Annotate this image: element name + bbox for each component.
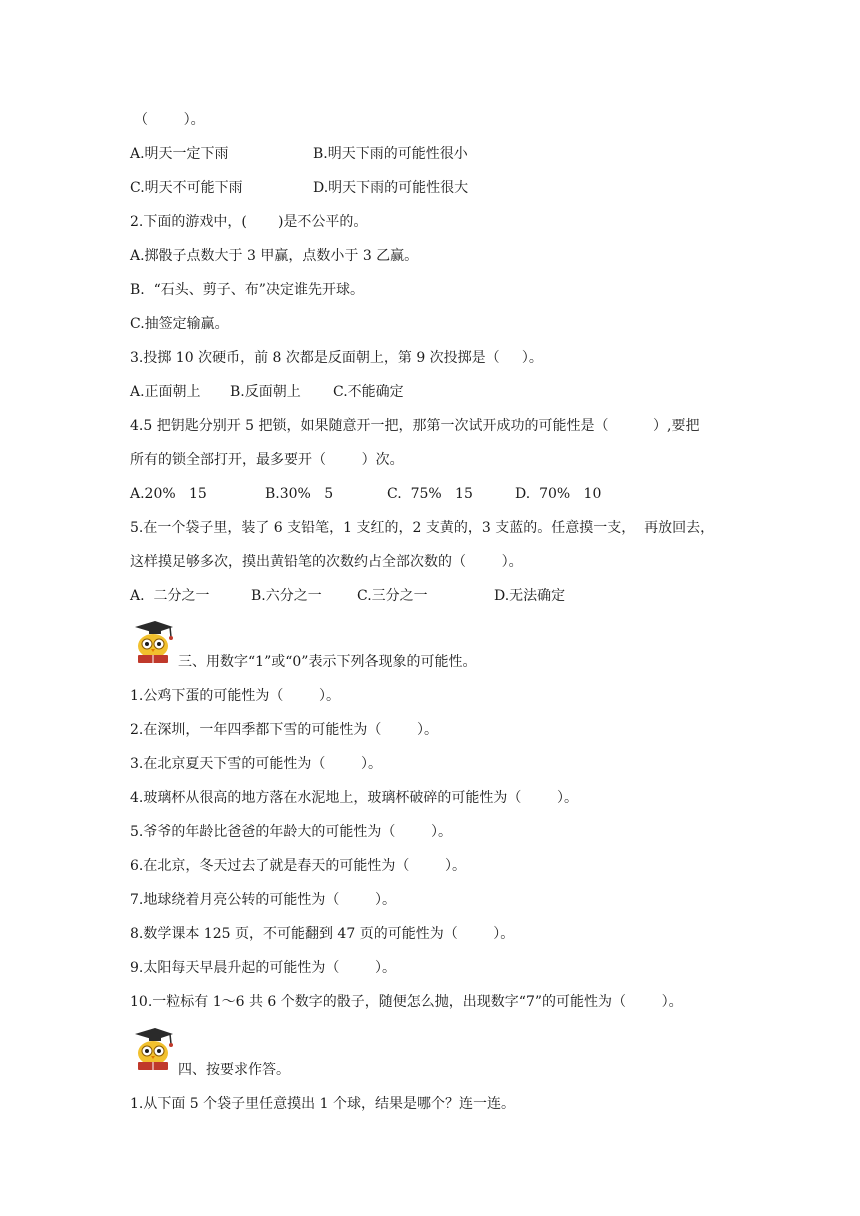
question-3-option-b: B.反面朝上 [230,384,301,400]
question-5-option-a: A. 二分之一 [130,588,210,604]
question-3-option-c: C.不能确定 [333,384,404,400]
question-4-option-b: B.30% 5 [265,486,334,502]
section-3-item-1: 1.公鸡下蛋的可能性为（ ）。 [130,688,340,704]
question-3-option-a: A.正面朝上 [130,384,201,400]
section-3-item-9: 9.太阳每天早晨升起的可能性为（ ）。 [130,960,396,976]
section-3-item-10: 10.一粒标有 1～6 共 6 个数字的骰子，随便怎么抛，出现数字“7”的可能性为（ ）。 [130,994,683,1010]
owl-scholar-icon [129,1024,177,1072]
question-2-option-b: B. “石头、剪子、布”决定谁先开球。 [130,282,364,298]
section-3-item-5: 5.爷爷的年龄比爸爸的年龄大的可能性为（ ）。 [130,824,452,840]
section-3-item-8: 8.数学课本 125 页，不可能翻到 47 页的可能性为（ ）。 [130,926,515,942]
section-4-title: 四、按要求作答。 [178,1062,290,1078]
question-1-option-d: D.明天下雨的可能性很大 [313,180,469,196]
section-3-title: 三、用数字“1”或“0”表示下列各现象的可能性。 [178,654,477,670]
section-3-item-6: 6.在北京，冬天过去了就是春天的可能性为（ ）。 [130,858,466,874]
section-3-item-3: 3.在北京夏天下雪的可能性为（ ）。 [130,756,382,772]
question-2-option-a: A.掷骰子点数大于 3 甲赢，点数小于 3 乙赢。 [130,248,419,264]
owl-scholar-icon [129,617,177,665]
question-1-option-a: A.明天一定下雨 [130,146,229,162]
question-5-option-d: D.无法确定 [494,588,566,604]
question-1-option-b: B.明天下雨的可能性很小 [313,146,468,162]
section-4-item-1: 1.从下面 5 个袋子里任意摸出 1 个球，结果是哪个？连一连。 [130,1096,515,1112]
question-2-option-c: C.抽签定输赢。 [130,316,229,332]
section-3-item-7: 7.地球绕着月亮公转的可能性为（ ）。 [130,892,396,908]
question-5-stem-line-2: 这样摸足够多次，摸出黄铅笔的次数约占全部次数的（ ）。 [130,554,523,570]
question-1-stem-end: （ ）。 [134,112,205,128]
question-3-stem: 3.投掷 10 次硬币，前 8 次都是反面朝上，第 9 次投掷是（ ）。 [130,350,543,366]
question-5-option-c: C.三分之一 [357,588,428,604]
question-4-stem-line-1: 4.5 把钥匙分别开 5 把锁，如果随意开一把，那第一次试开成功的可能性是（ ）,要把 [130,418,700,434]
question-4-option-c: C. 75% 15 [387,486,473,502]
question-5-stem-line-1: 5.在一个袋子里，装了 6 支铅笔，1 支红的，2 支黄的，3 支蓝的。任意摸一支， 再放回去， [130,520,715,536]
question-4-option-a: A.20% 15 [130,486,207,502]
section-3-item-2: 2.在深圳，一年四季都下雪的可能性为（ ）。 [130,722,438,738]
question-2-stem: 2.下面的游戏中，( )是不公平的。 [130,214,368,230]
section-3-item-4: 4.玻璃杯从很高的地方落在水泥地上，玻璃杯破碎的可能性为（ ）。 [130,790,578,806]
question-5-option-b: B.六分之一 [251,588,322,604]
question-4-stem-line-2: 所有的锁全部打开，最多要开（ ）次。 [130,452,404,468]
question-1-option-c: C.明天不可能下雨 [130,180,243,196]
question-4-option-d: D. 70% 10 [515,486,602,502]
